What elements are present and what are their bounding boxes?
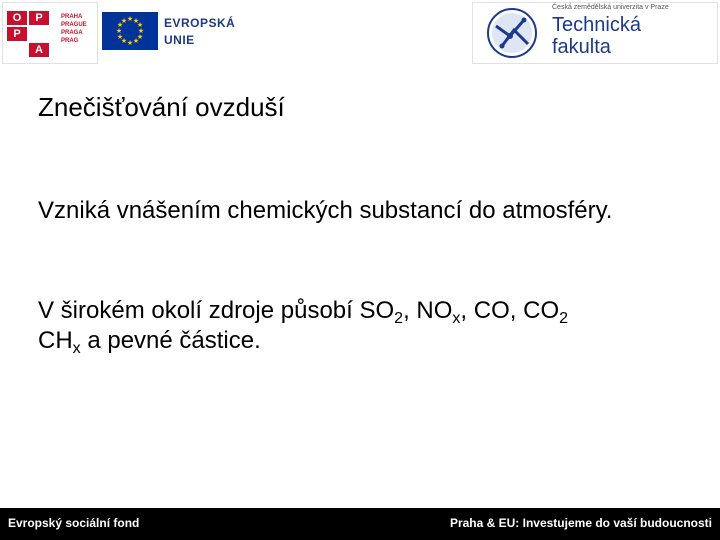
eu-logo-line2: UNIE — [164, 33, 195, 47]
faculty-name-line2: fakulta — [552, 36, 611, 58]
eu-flag-icon — [102, 12, 158, 50]
pollutant-subscript: 2 — [394, 310, 404, 327]
pollutant-subscript: x — [452, 310, 461, 327]
svg-text:★: ★ — [136, 21, 144, 29]
pollutant-separator: , — [460, 297, 474, 324]
header-band — [0, 0, 720, 70]
pollutant-formula: NO — [416, 297, 453, 324]
footer-fund-text: Evropský sociální fond — [8, 516, 140, 530]
slide-title: Znečišťování ovzduší — [38, 92, 285, 122]
pollutant-formula: CO — [473, 297, 510, 324]
oppa-letter: P — [29, 11, 49, 25]
pollutant-item — [359, 297, 417, 327]
svg-text:★: ★ — [116, 33, 124, 41]
university-name: Česká zemědělská univerzita v Praze — [552, 4, 669, 11]
pollutant-formula: CH — [38, 327, 73, 354]
prague-line: PRAG — [61, 38, 79, 44]
oppa-logo — [2, 2, 98, 64]
paragraph-formation: Vzniká vnášením chemických substancí do atmosféry. — [38, 197, 613, 224]
eu-logo-line1: EVROPSKÁ — [164, 16, 236, 30]
pollutant-item — [38, 327, 87, 357]
pollutant-item — [474, 297, 523, 324]
svg-text:★: ★ — [115, 27, 123, 35]
svg-text:★: ★ — [132, 17, 140, 25]
pollutants-intro: V širokém okolí zdroje působí — [38, 297, 360, 324]
prague-line: PRAGUE — [61, 22, 87, 28]
pollutant-separator: , — [403, 297, 417, 324]
pollutants-outro: a pevné částice. — [87, 327, 261, 354]
svg-text:★: ★ — [132, 37, 140, 45]
prague-lines — [61, 13, 87, 45]
oppa-letter: P — [7, 27, 27, 41]
pollutant-formula: SO — [359, 297, 395, 324]
pollutant-formula: CO — [523, 297, 560, 324]
svg-text:★: ★ — [126, 15, 134, 23]
pollutant-subscript: 2 — [559, 310, 569, 327]
oppa-letter: O — [7, 11, 27, 25]
pollutant-item — [523, 297, 569, 327]
svg-text:★: ★ — [120, 37, 128, 45]
svg-text:★: ★ — [137, 27, 145, 35]
footer-bar — [0, 508, 720, 540]
svg-text:★: ★ — [120, 17, 128, 25]
pollutant-subscript: x — [72, 340, 81, 357]
pollutant-item — [416, 297, 474, 327]
svg-text:★: ★ — [126, 39, 134, 47]
paragraph-pollutants — [38, 296, 678, 356]
prague-line: PRAGA — [61, 30, 83, 36]
faculty-emblem-icon — [484, 6, 540, 60]
faculty-name — [552, 14, 641, 58]
svg-text:★: ★ — [116, 21, 124, 29]
pollutant-separator: , — [509, 297, 524, 324]
footer-slogan-text: Praha & EU: Investujeme do vaší budoucnosti — [449, 516, 712, 530]
prague-line: PRAHA — [61, 14, 83, 20]
svg-text:★: ★ — [136, 33, 144, 41]
faculty-name-line1: Technická — [552, 14, 641, 36]
oppa-letter: A — [29, 43, 49, 57]
eu-logo-text — [164, 15, 235, 49]
